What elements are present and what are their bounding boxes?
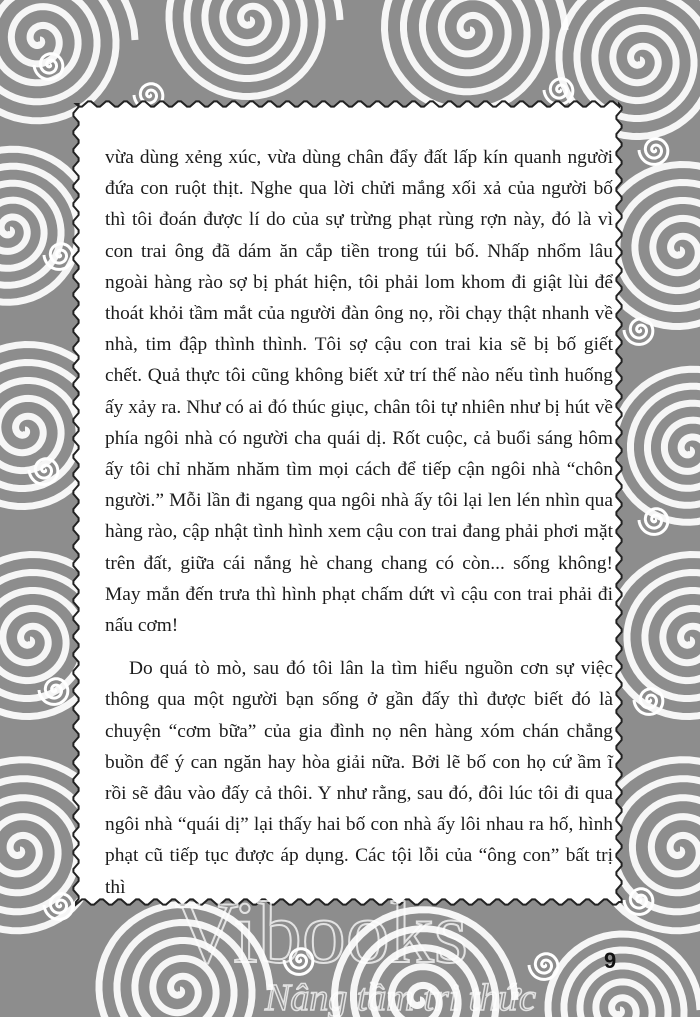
paragraph-1: vừa dùng xẻng xúc, vừa dùng chân đẩy đất lấp kín quanh người đứa con ruột thịt. Nghe qua lời chửi mắng xối xả của người bố thì tôi đoán được lí do của sự trừng phạt rùng rợn này, đó là vì con trai ông đã dám ăn cắp tiền trong túi bố. Nhấp nhổm lâu ngoài hàng rào sợ bị phát hiện, tôi phải lom khom đi giật lùi để thoát khỏi tầm mắt của người đàn ông nọ, rồi chạy thật nhanh về nhà, tim đập thình thình. Tôi sợ cậu con trai kia sẽ bị bố giết chết. Quả thực tôi cũng không biết xử trí thế nào nếu tình huống ấy xảy ra. Như có ai đó thúc giục, chân tôi tự nhiên như bị hút về phía ngôi nhà có người cha quái dị. Rốt cuộc, cả buổi sáng hôm ấy tôi chỉ nhăm nhăm tìm mọi cách để tiếp cận ngôi nhà “chôn người.” Mỗi lần đi ngang qua ngôi nhà ấy tôi lại len lén nhìn qua hàng rào, cập nhật tình hình xem cậu con trai đang phải phơi mặt trên đất, giữa cái nắng hè chang chang có còn... sống không! May mắn đến trưa thì hình phạt chấm dứt vì cậu con trai phải đi nấu cơm!: [105, 147, 613, 637]
page-body-text: [105, 142, 613, 903]
page-number: 9: [604, 948, 617, 973]
paragraph-2: Do quá tò mò, sau đó tôi lân la tìm hiểu nguồn cơn sự việc thông qua một người bạn sống ở gần đấy thì được biết đó là chuyện “cơm bữa” của gia đình nọ nên hàng xóm chán chẳng buồn để ý can ngăn hay hòa giải nữa. Bởi lẽ bố con họ cứ ầm ĩ rồi sẽ đâu vào đấy cả thôi. Y như rằng, sau đó, đôi lúc tôi đi qua ngôi nhà “quái dị” lại thấy hai bố con nhà ấy lôi nhau ra hố, hình phạt cũ tiếp tục được áp dụng. Các tội lỗi của “ông con” bất trị thì: [105, 658, 613, 898]
watermark-brand: Vibooks: [175, 885, 468, 982]
watermark-tagline: Nâng tầm tri thức: [265, 977, 536, 1017]
